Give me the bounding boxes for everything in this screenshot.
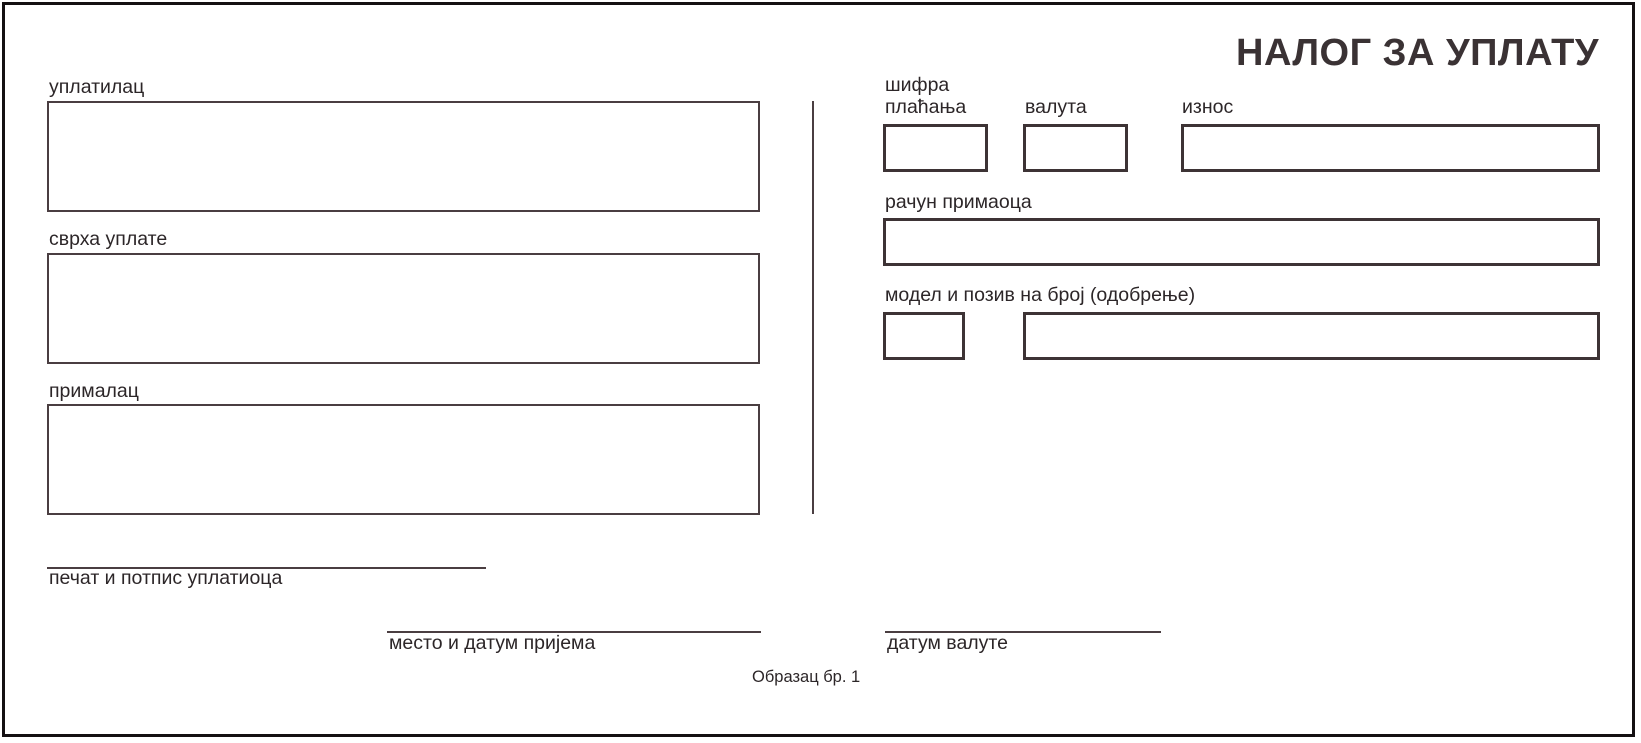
place-date-label: место и датум пријема — [389, 632, 596, 654]
amount-label: износ — [1182, 96, 1234, 118]
currency-label: валута — [1025, 96, 1087, 118]
form-number: Образац бр. 1 — [752, 668, 861, 686]
purpose-label: сврха уплате — [49, 228, 168, 250]
currency-field[interactable] — [1023, 124, 1128, 172]
payer-field[interactable] — [47, 101, 760, 212]
recipient-label: прималац — [49, 380, 139, 402]
model-reference-label: модел и позив на број (одобрење) — [885, 284, 1196, 306]
recipient-account-field[interactable] — [883, 218, 1600, 266]
form-title: НАЛОГ ЗА УПЛАТУ — [1236, 32, 1599, 74]
purpose-field[interactable] — [47, 253, 760, 364]
recipient-account-label: рачун примаоца — [885, 191, 1032, 213]
signature-label: печат и потпис уплатиоца — [49, 567, 283, 589]
payment-code-label-line1: шифра — [885, 74, 950, 96]
payment-code-label-line2: плаћања — [885, 96, 967, 118]
model-field[interactable] — [883, 312, 965, 360]
value-date-label: датум валуте — [887, 632, 1008, 654]
payer-label: уплатилац — [49, 76, 145, 98]
column-divider — [812, 101, 814, 514]
amount-field[interactable] — [1181, 124, 1600, 172]
reference-number-field[interactable] — [1023, 312, 1600, 360]
recipient-field[interactable] — [47, 404, 760, 515]
payment-code-field[interactable] — [883, 124, 988, 172]
